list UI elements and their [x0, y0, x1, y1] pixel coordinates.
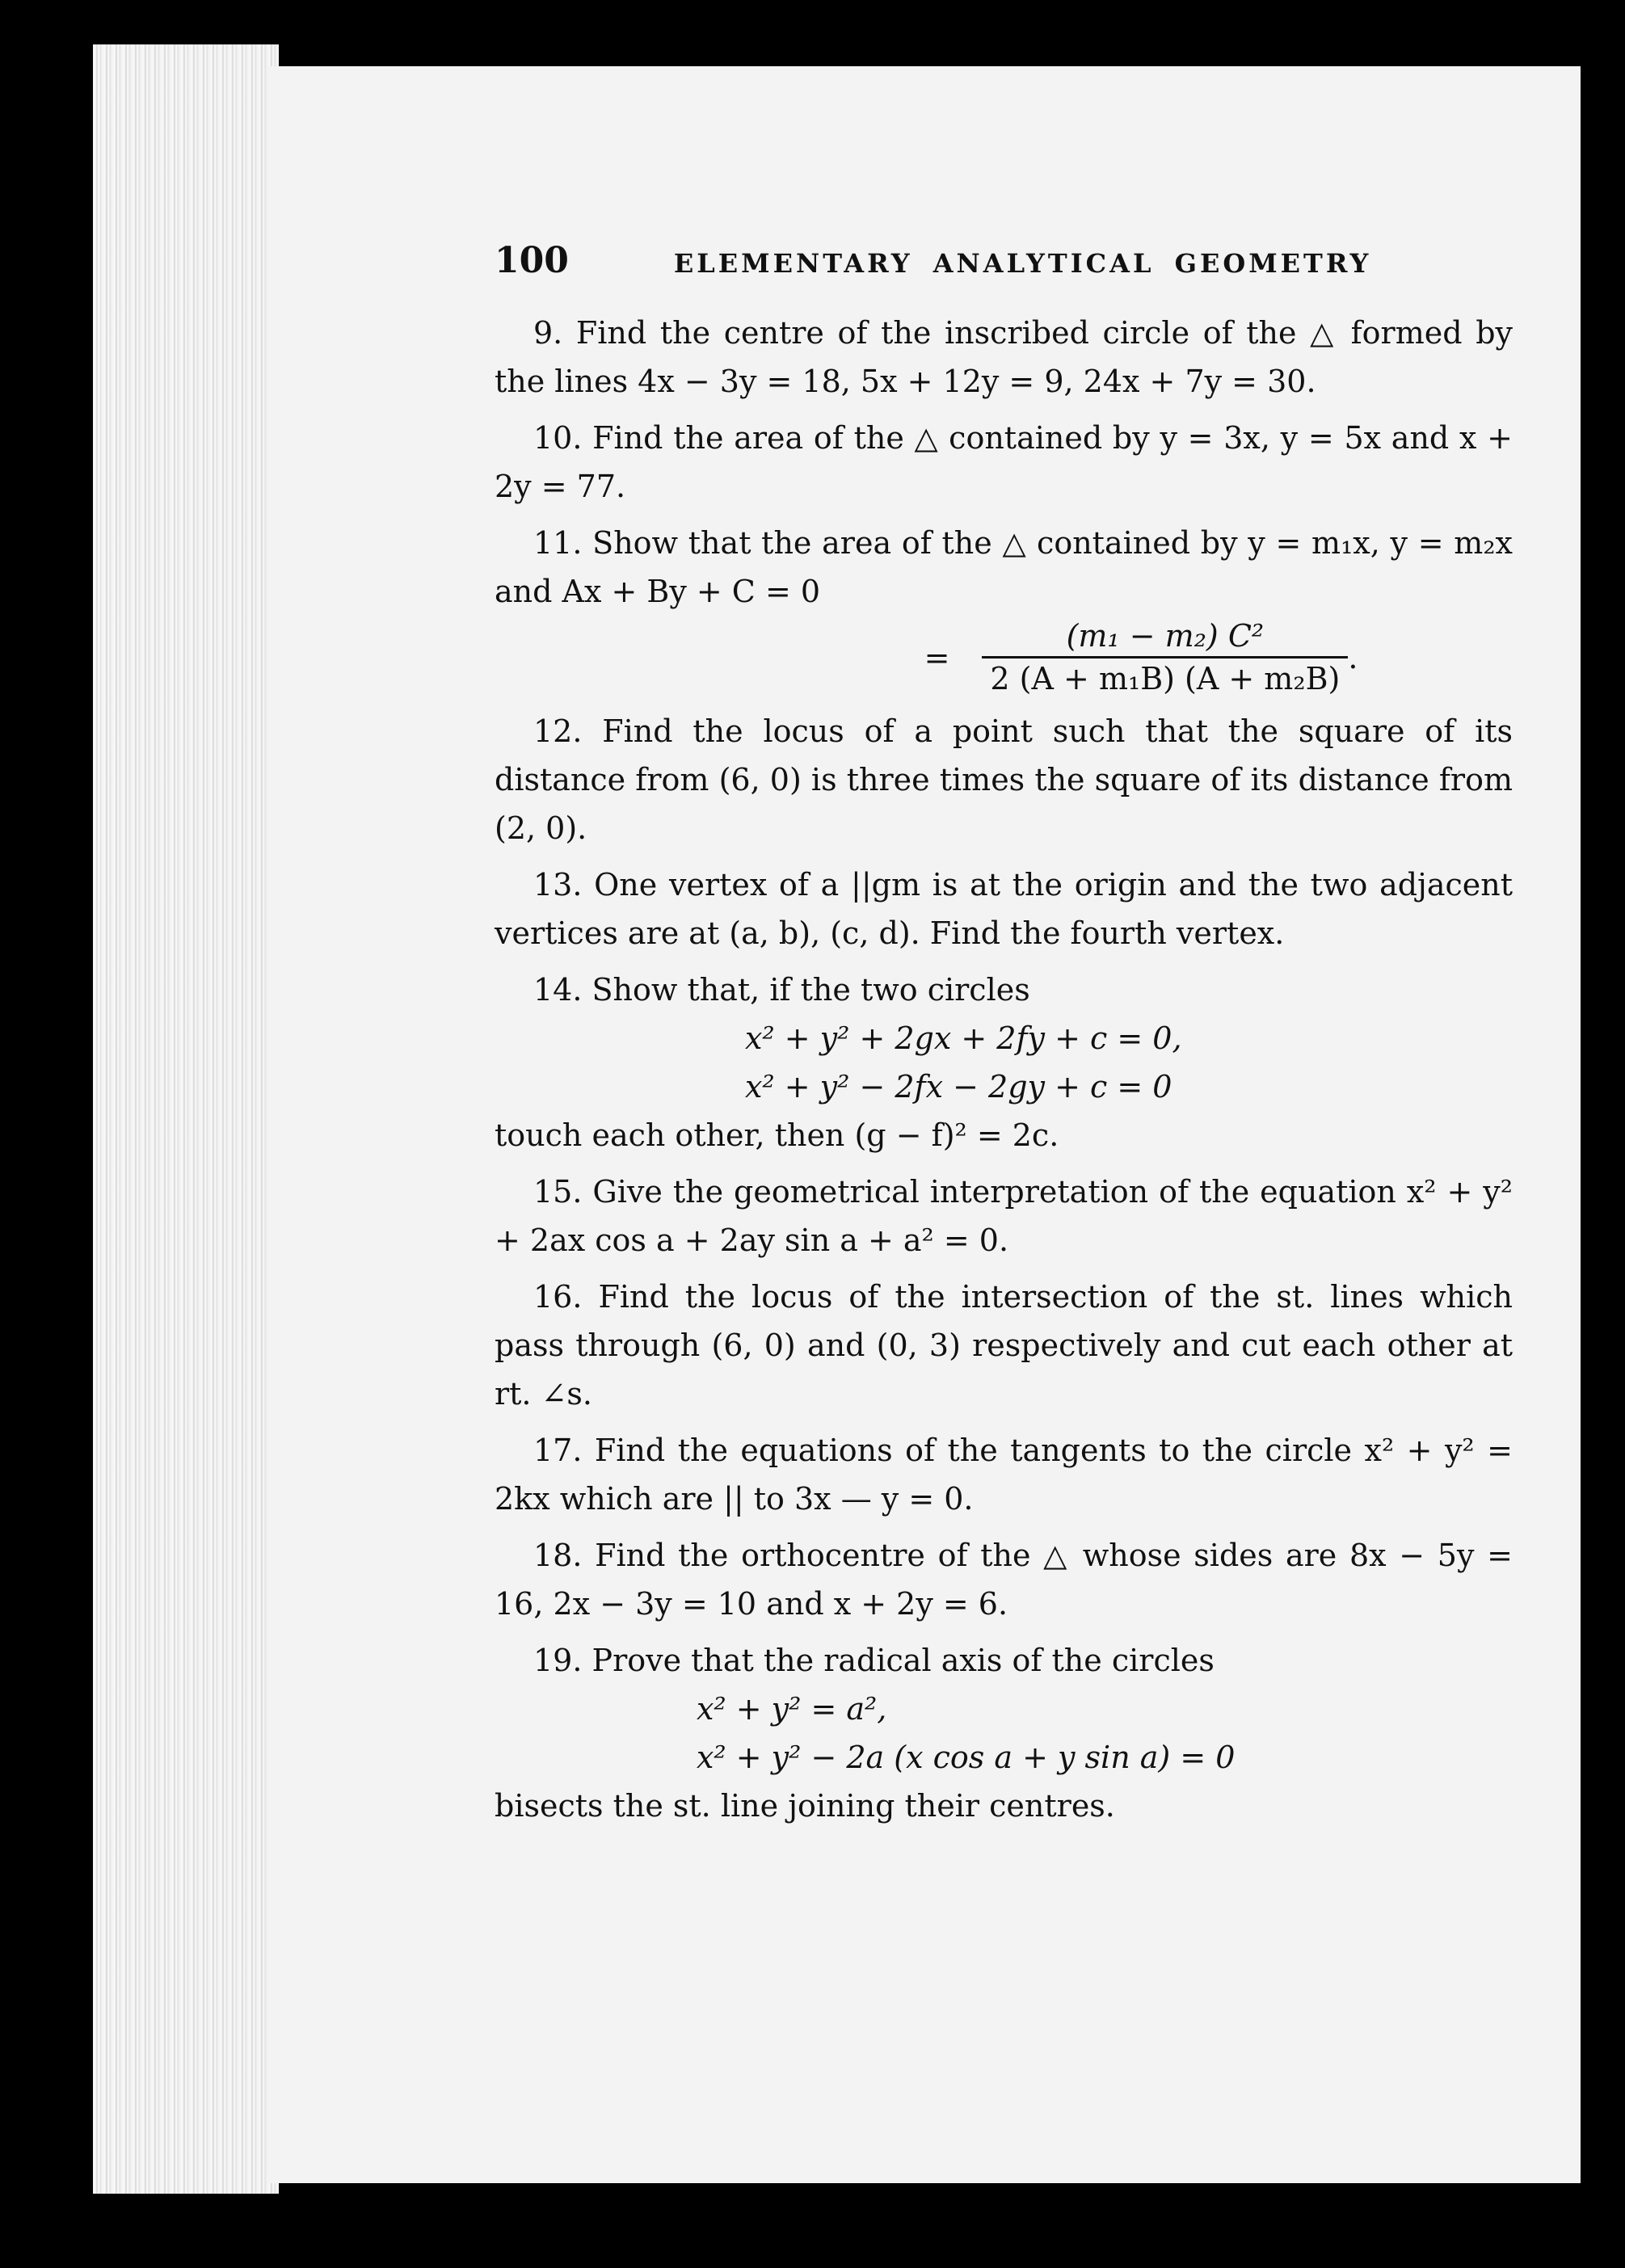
- circle-equation-2: x² + y² − 2fx − 2gy + c = 0: [745, 1069, 1172, 1105]
- problem-14: [495, 966, 1513, 1159]
- problem-19-text: 19. Prove that the radical axis of the circles: [533, 1643, 1215, 1678]
- problem-19-conclusion: bisects the st. line joining their centres.: [495, 1788, 1115, 1824]
- problem-19: [495, 1636, 1513, 1830]
- problem-11-text: 11. Show that the area of the △ contained by y = m₁x, y = m₂x and Ax + By + C = 0: [495, 525, 1513, 609]
- fraction-numerator: (m₁ − m₂) C²: [1066, 618, 1265, 654]
- problem-11: [495, 519, 1513, 699]
- problem-12: 12. Find the locus of a point such that the square of its distance from (6, 0) is three times the square of its distance from (2, 0).: [495, 713, 1513, 846]
- circle-equation-3: x² + y² = a²,: [697, 1691, 887, 1727]
- area-fraction: [495, 616, 1513, 699]
- circle-equation-4: x² + y² − 2a (x cos a + y sin a) = 0: [697, 1740, 1236, 1775]
- fraction-period: .: [1348, 639, 1358, 675]
- problem-13: 13. One vertex of a ||gm is at the origin and the two adjacent vertices are at (a, b), (c, d). Find the fourth vertex.: [495, 867, 1513, 951]
- page-body: [495, 309, 1513, 1838]
- problem-10: 10. Find the area of the △ contained by y = 3x, y = 5x and x + 2y = 77.: [495, 420, 1513, 504]
- page-number: 100: [495, 240, 569, 281]
- problem-18: 18. Find the orthocentre of the △ whose sides are 8x − 5y = 16, 2x − 3y = 10 and x + 2y = 6.: [495, 1538, 1513, 1622]
- problem-14-text: 14. Show that, if the two circles: [533, 972, 1030, 1008]
- fraction-denominator: 2 (A + m₁B) (A + m₂B): [990, 661, 1341, 696]
- fraction: [982, 616, 1348, 699]
- page-header: [495, 240, 1513, 281]
- fraction-equals-sign: =: [924, 639, 950, 675]
- problem-17: 17. Find the equations of the tangents to the circle x² + y² = 2kx which are || to 3x — y = 0.: [495, 1433, 1513, 1517]
- running-title: ELEMENTARY ANALYTICAL GEOMETRY: [673, 248, 1372, 279]
- problem-16: 16. Find the locus of the intersection of the st. lines which pass through (6, 0) and (0, 3) respectively and cut each other at rt. ∠s.: [495, 1279, 1513, 1412]
- book-page-edges: [93, 44, 279, 2194]
- problem-9: 9. Find the centre of the inscribed circle of the △ formed by the lines 4x − 3y = 18, 5x + 12y = 9, 24x + 7y = 30.: [495, 315, 1513, 399]
- problem-15: 15. Give the geometrical interpretation of the equation x² + y² + 2ax cos a + 2ay sin a + a² = 0.: [495, 1174, 1513, 1258]
- problem-14-conclusion: touch each other, then (g − f)² = 2c.: [495, 1117, 1059, 1153]
- scan-shadow: [1581, 0, 1625, 2268]
- circle-equation-1: x² + y² + 2gx + 2fy + c = 0,: [745, 1020, 1182, 1056]
